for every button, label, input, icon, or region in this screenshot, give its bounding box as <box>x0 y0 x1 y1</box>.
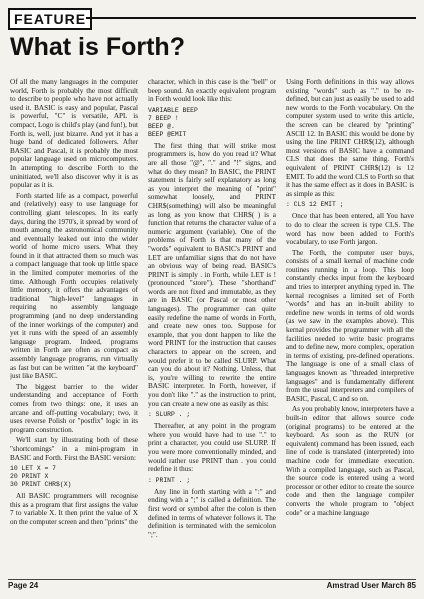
paragraph: The biggest barrier to the wider understanding and acceptance of Forth comes from two things: one, it uses an arcane and off-putting vocabulary; two, it uses reverse Polish or "postfix" logic in its program construction. <box>10 382 138 434</box>
paragraph: Forth started life as a compact, powerful and (relatively) easy to use language for controlling giant telescopes. In its early days, during the 1970's, it spread by word of mouth among the astronomical community and eventually leaked out into the wider world of home micro users. What they found in it that attracted them so much was a compact language that took up little space in the limited computer memories of the time. Although Forth occupies relatively little memory, it offers the advantages of traditional "high-level" languages in requiring no assembly language programming (and no deep understanding of the inner workings of the computer) and yet it runs with the speed of an assembly language program. Indeed, programs written in Forth are often as compact as assembly language programs, run virtually as fast but can be written "at the keyboard" just like BASIC. <box>10 191 138 381</box>
code-listing-basic: 10 LET X = 7 20 PRINT X 30 PRINT CHR$(X) <box>10 465 72 489</box>
publication-info: Amstrad User March 85 <box>326 581 416 590</box>
page-footer <box>8 579 416 594</box>
paragraph: The first thing that will strike most programmers is, how do you read it? What are all those "@", "." and "!" signs, and what do they mean? In BASIC, the PRINT statement is fairly self explanatory as long as you interpret the meaning of "print" somewhat loosely, and PRINT CHR$(something) will also be meaningful as long as you know that CHR$( ) is a function that returns the character value of a numeric argument (variable). One of the problems of Forth is that many of the "words" equivalent to BASIC's PRINT and LET are unfamiliar signs that do not have an obvious way of being read. BASIC's PRINT is simply . in Forth, while LET is ! (pronounced "store"). These "shorthand" words are not fixed and immutable, as they are in BASIC (or Pascal or most other languages). The programmer can quite easily redefine the name of words in Forth, and create new ones too. Suppose for example, that you dont happen to like the word PRINT for the instruction that causes characters to appear on the screen, and would prefer it to be called SLURP. What can you do about it? Nothing. Unless, that is, you're willing to rewrite the entire BASIC interpreter. In Forth, however, if you don't like "." as the instruction to print, you can create a new one as easily as this: <box>148 141 276 408</box>
paragraph: Thereafter, at any point in the program where you would have had to use "." to print a character, you could use SLURP. If you were more conventionally minded, and would rather use PRINT than . you could redefine it thus: <box>148 422 276 474</box>
paragraph: Using Forth definitions in this way allows existing "words" such as "." to be re-defined, but can just as easily be used to add new words to the Forth vocabulary. On the computer system used to write this article, the screen can be cleared by "printing" ASCII 12. In BASIC this would be done by using the line PRINT CHR$(12), although most versions of BASIC have a command CLS that does the same thing. Forth's equivalent of PRINT CHR$(12) is 12 EMIT. To add the word CLS to Forth so that it has the same effect as it does in BASIC is as simple as this: <box>286 78 414 198</box>
column-1 <box>10 78 138 563</box>
section-label: FEATURE <box>14 11 87 27</box>
code-listing-cls: : CLS 12 EMIT ; <box>286 201 344 209</box>
section-label-box <box>8 8 92 30</box>
article-title: What is Forth? <box>10 33 185 61</box>
page-number: Page 24 <box>8 581 39 590</box>
column-2 <box>148 78 276 563</box>
paragraph: The Forth, the computer user buys, consists of a small kernal of machine code routines running in a loop. This loop constantly checks input from the keyboard and tries to interpret anything typed in. The kernal recognises a limited set of Forth "words" and has an in-built ability to redefine new words in terms of old words (as we saw in the examples above). This kernal provides the programmer with all the facilities needed to write basic programs and to define new, more complex, operation in terms of existing, pre-defined operations. The language is one of a small class of languages known as "threaded interpretive languages" and is fundamentally different from the usual interpreters and compilers of BASIC, Pascal, C and so on. <box>286 248 414 403</box>
paragraph: character, which in this case is the "bell" or beep sound. An exactly equivalent program in Forth would look like this: <box>148 78 276 104</box>
paragraph: Of all the many languages in the computer world, Forth is probably the most difficult to describe to people who have not actually used it. BASIC is easy and popular, Pascal is powerful, "C" is versatile, APL is compact, Logo is child's play (and fun!), but Forth is, well, just bizarre. And yet it has a huge band of dedicated followers. After BASIC and Pascal, it is probably the most popular language used on microcomputers. In attempting to describe Forth to the uninitiated, we'll also discover why it is as popular as it is. <box>10 78 138 190</box>
paragraph: As you probably know, interpreters have a built-in editor that allows source code (original programs) to be entered at the keyboard. As soon as the RUN (or equivalent) command has been issued, each line of code is translated (interpreted) into machine code for immediate execution. With a compiled language, such as Pascal, the source code is entered using a word processor or other editor to create the source code and then the language compiler converts the whole program to "object code" or a machine language <box>286 405 414 517</box>
article-body <box>10 78 417 563</box>
section-banner <box>8 8 418 30</box>
paragraph: Once that has been entered, all You have to do to clear the screen is type CLS. The word has now been added to Forth's vocabulary, to use Forth jargon. <box>286 212 414 247</box>
column-3 <box>286 78 414 563</box>
paragraph: Any line in forth starting with a ":" and ending with a ";" is called a definition. The first word or symbol after the colon is then defined in terms of whatever follows it. The definition is terminated with the semicolon ";". <box>148 487 276 539</box>
paragraph: We'll start by illustrating both of these "shortcomings" in a mini-program in BASIC and Forth. First the BASIC version: <box>10 436 138 462</box>
code-listing-forth: VARIABLE BEEP 7 BEEP ! BEEP @. BEEP @EMIT <box>148 106 198 138</box>
code-listing-slurp: : SLURP . ; <box>148 411 191 419</box>
section-rule <box>86 17 416 19</box>
paragraph: All BASIC programmers will recognise this as a program that first assigns the value 7 to variable X. It then print the value of X on the computer screen and then "prints" the <box>10 492 138 526</box>
code-listing-print: : PRINT . ; <box>148 476 191 484</box>
